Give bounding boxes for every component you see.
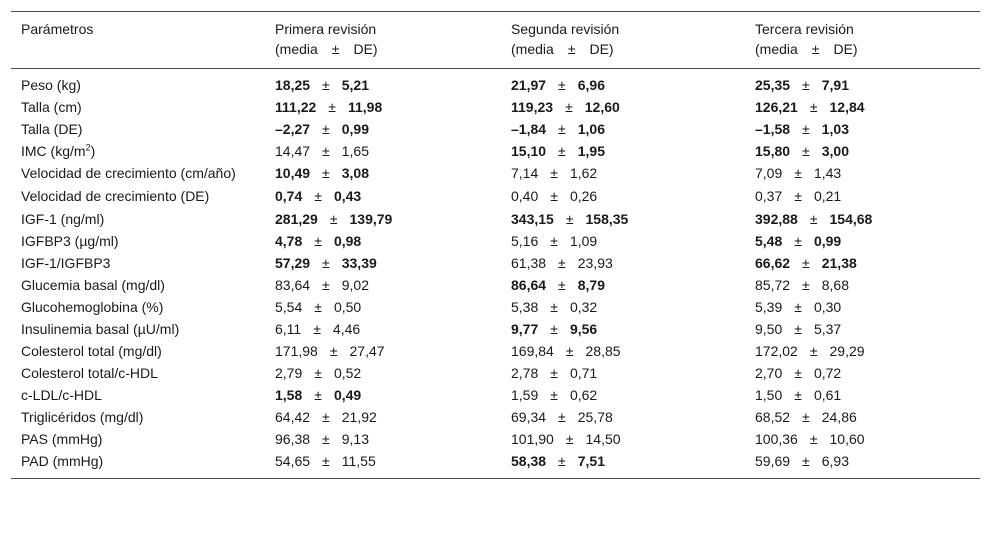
sd-value: 14,50 (585, 431, 621, 447)
mean-value: 171,98 (275, 343, 318, 359)
value-cell (745, 428, 980, 450)
sd-value: 0,50 (333, 299, 362, 315)
value-cell (745, 118, 980, 140)
value-cell (745, 162, 980, 185)
plus-minus-sign: ± (550, 365, 558, 381)
results-table-container (11, 11, 980, 479)
value-cell (265, 318, 501, 340)
table-row (11, 185, 980, 208)
plus-minus-sign: ± (328, 99, 336, 115)
row-label-text: IMC (kg/m (21, 143, 86, 159)
value-cell (501, 185, 745, 208)
row-label (11, 296, 265, 318)
value-cell (501, 118, 745, 140)
plus-minus-sign: ± (802, 409, 810, 425)
mean-value: 86,64 (511, 277, 547, 293)
plus-minus-sign: ± (322, 77, 330, 93)
plus-minus-sign: ± (802, 255, 810, 271)
value-cell (265, 185, 501, 208)
plus-minus-sign: ± (550, 233, 558, 249)
row-label-text: IGF-1/IGFBP3 (21, 255, 111, 271)
row-label-text: Talla (DE) (21, 121, 83, 137)
table-row (11, 96, 980, 118)
mean-value: 126,21 (755, 99, 798, 115)
value-cell (501, 69, 745, 97)
sd-value: 158,35 (585, 211, 629, 227)
mean-value: 64,42 (275, 409, 311, 425)
row-label-suffix: ) (90, 143, 96, 159)
row-label-text: PAS (mmHg) (21, 431, 103, 447)
header-third-review (745, 12, 980, 69)
mean-value: 59,69 (755, 453, 791, 469)
value-cell (745, 406, 980, 428)
plus-minus-sign: ± (794, 365, 802, 381)
mean-value: 15,80 (755, 143, 791, 159)
sd-value: 0,62 (569, 387, 598, 403)
header-param: Parámetros (21, 21, 94, 37)
header-second-review (501, 12, 745, 69)
value-cell (265, 230, 501, 252)
row-label-text: Triglicéridos (mg/dl) (21, 409, 144, 425)
sd-value: 9,13 (341, 431, 369, 447)
header-title: Segunda revisión (511, 21, 620, 37)
mean-value: 5,38 (511, 299, 539, 315)
mean-value: –1,58 (755, 121, 791, 137)
header-subtitle: (media ± DE) (275, 41, 378, 57)
sd-value: 0,61 (813, 387, 842, 403)
value-cell (745, 69, 980, 97)
plus-minus-sign: ± (794, 165, 802, 181)
sd-value: 29,29 (829, 343, 865, 359)
mean-value: 392,88 (755, 211, 798, 227)
sd-value: 139,79 (349, 211, 393, 227)
row-label-superscript: 2 (85, 142, 91, 153)
value-cell (745, 252, 980, 274)
mean-value: 54,65 (275, 453, 311, 469)
sd-value: 21,38 (821, 255, 857, 271)
plus-minus-sign: ± (558, 255, 566, 271)
value-cell (265, 406, 501, 428)
sd-value: 0,43 (333, 188, 362, 204)
sd-value: 1,95 (577, 143, 605, 159)
value-cell (265, 384, 501, 406)
mean-value: 2,79 (275, 365, 303, 381)
mean-value: 85,72 (755, 277, 791, 293)
sd-value: 3,08 (341, 165, 369, 181)
plus-minus-sign: ± (558, 143, 566, 159)
sd-value: 0,72 (813, 365, 842, 381)
plus-minus-sign: ± (802, 453, 810, 469)
mean-value: 69,34 (511, 409, 547, 425)
plus-minus-sign: ± (565, 343, 574, 359)
mean-value: 5,16 (511, 233, 539, 249)
value-cell (745, 318, 980, 340)
value-cell (745, 208, 980, 230)
value-cell (501, 296, 745, 318)
plus-minus-sign: ± (313, 321, 321, 337)
mean-value: 66,62 (755, 255, 791, 271)
value-cell (501, 428, 745, 450)
plus-minus-sign: ± (322, 255, 330, 271)
sd-value: 5,21 (341, 77, 369, 93)
sd-value: 1,06 (577, 121, 605, 137)
plus-minus-sign: ± (322, 121, 330, 137)
value-cell (265, 296, 501, 318)
value-cell (265, 140, 501, 162)
sd-value: 12,84 (829, 99, 865, 115)
value-cell (501, 450, 745, 479)
plus-minus-sign: ± (565, 99, 573, 115)
sd-value: 11,98 (347, 99, 383, 115)
sd-value: 0,49 (333, 387, 362, 403)
row-label (11, 362, 265, 384)
sd-value: 23,93 (577, 255, 613, 271)
mean-value: 61,38 (511, 255, 547, 271)
mean-value: 5,48 (755, 233, 783, 249)
plus-minus-sign: ± (322, 453, 330, 469)
row-label (11, 450, 265, 479)
mean-value: 1,50 (755, 387, 783, 403)
sd-value: 1,03 (821, 121, 849, 137)
row-label-text: IGFBP3 (µg/ml) (21, 233, 119, 249)
sd-value: 4,46 (332, 321, 361, 337)
plus-minus-sign: ± (550, 299, 558, 315)
row-label-text: Velocidad de crecimiento (cm/año) (21, 165, 236, 181)
value-cell (745, 96, 980, 118)
mean-value: 10,49 (275, 165, 311, 181)
row-label-text: Glucemia basal (mg/dl) (21, 277, 165, 293)
table-row (11, 118, 980, 140)
plus-minus-sign: ± (314, 387, 322, 403)
sd-value: 12,60 (584, 99, 620, 115)
row-label (11, 185, 265, 208)
table-row (11, 140, 980, 162)
sd-value: 0,98 (333, 233, 362, 249)
plus-minus-sign: ± (809, 99, 818, 115)
mean-value: 9,77 (511, 321, 539, 337)
sd-value: 25,78 (577, 409, 613, 425)
row-label (11, 140, 265, 162)
row-label-text: Glucohemoglobina (%) (21, 299, 164, 315)
sd-value: 1,09 (569, 233, 598, 249)
results-table (11, 11, 980, 479)
sd-value: 9,02 (341, 277, 369, 293)
mean-value: 111,22 (275, 99, 317, 115)
plus-minus-sign: ± (322, 143, 330, 159)
plus-minus-sign: ± (558, 121, 566, 137)
value-cell (745, 230, 980, 252)
row-label (11, 318, 265, 340)
header-subtitle: (media ± DE) (511, 41, 614, 57)
mean-value: 7,14 (511, 165, 539, 181)
mean-value: –1,84 (511, 121, 547, 137)
sd-value: 7,51 (577, 453, 605, 469)
table-row (11, 69, 980, 97)
mean-value: 5,54 (275, 299, 303, 315)
mean-value: 169,84 (511, 343, 554, 359)
plus-minus-sign: ± (802, 77, 810, 93)
table-body (11, 69, 980, 479)
mean-value: 4,78 (275, 233, 303, 249)
row-label-text: Colesterol total/c-HDL (21, 365, 158, 381)
plus-minus-sign: ± (558, 277, 566, 293)
mean-value: 18,25 (275, 77, 311, 93)
mean-value: 25,35 (755, 77, 791, 93)
plus-minus-sign: ± (794, 387, 802, 403)
sd-value: 9,56 (569, 321, 598, 337)
row-label-text: PAD (mmHg) (21, 453, 104, 469)
mean-value: 119,23 (511, 99, 554, 115)
plus-minus-sign: ± (550, 165, 558, 181)
row-label (11, 340, 265, 362)
value-cell (501, 252, 745, 274)
sd-value: 8,79 (577, 277, 605, 293)
plus-minus-sign: ± (322, 277, 330, 293)
plus-minus-sign: ± (558, 77, 566, 93)
table-row (11, 162, 980, 185)
table-row (11, 362, 980, 384)
value-cell (265, 208, 501, 230)
sd-value: 1,65 (341, 143, 369, 159)
sd-value: 154,68 (829, 211, 873, 227)
value-cell (745, 296, 980, 318)
table-row (11, 318, 980, 340)
sd-value: 21,92 (341, 409, 377, 425)
row-label-text: Velocidad de crecimiento (DE) (21, 188, 210, 204)
plus-minus-sign: ± (809, 211, 818, 227)
sd-value: 6,96 (577, 77, 605, 93)
value-cell (745, 340, 980, 362)
row-label (11, 96, 265, 118)
plus-minus-sign: ± (314, 299, 322, 315)
sd-value: 0,21 (813, 188, 842, 204)
row-label (11, 406, 265, 428)
row-label (11, 252, 265, 274)
sd-value: 0,32 (569, 299, 598, 315)
mean-value: 5,39 (755, 299, 783, 315)
value-cell (265, 362, 501, 384)
sd-value: 8,68 (821, 277, 849, 293)
plus-minus-sign: ± (558, 453, 566, 469)
mean-value: 281,29 (275, 211, 318, 227)
value-cell (265, 340, 501, 362)
value-cell (265, 96, 501, 118)
mean-value: 14,47 (275, 143, 311, 159)
plus-minus-sign: ± (809, 343, 818, 359)
sd-value: 33,39 (341, 255, 377, 271)
sd-value: 7,91 (821, 77, 849, 93)
value-cell (745, 384, 980, 406)
plus-minus-sign: ± (809, 431, 818, 447)
mean-value: 1,58 (275, 387, 303, 403)
sd-value: 24,86 (821, 409, 857, 425)
mean-value: 57,29 (275, 255, 311, 271)
value-cell (501, 140, 745, 162)
sd-value: 0,99 (813, 233, 842, 249)
sd-value: 1,62 (569, 165, 598, 181)
table-row (11, 450, 980, 479)
plus-minus-sign: ± (329, 211, 338, 227)
mean-value: 343,15 (511, 211, 554, 227)
plus-minus-sign: ± (794, 321, 802, 337)
table-row (11, 384, 980, 406)
mean-value: 1,59 (511, 387, 539, 403)
plus-minus-sign: ± (565, 431, 574, 447)
plus-minus-sign: ± (794, 299, 802, 315)
table-row (11, 340, 980, 362)
plus-minus-sign: ± (314, 365, 322, 381)
sd-value: 27,47 (349, 343, 385, 359)
row-label (11, 428, 265, 450)
value-cell (745, 274, 980, 296)
mean-value: 101,90 (511, 431, 554, 447)
mean-value: 0,40 (511, 188, 539, 204)
row-label (11, 208, 265, 230)
mean-value: –2,27 (275, 121, 311, 137)
mean-value: 21,97 (511, 77, 547, 93)
sd-value: 0,52 (333, 365, 362, 381)
value-cell (501, 362, 745, 384)
value-cell (501, 318, 745, 340)
row-label-text: Colesterol total (mg/dl) (21, 343, 162, 359)
table-row (11, 406, 980, 428)
value-cell (265, 428, 501, 450)
mean-value: 68,52 (755, 409, 791, 425)
value-cell (745, 185, 980, 208)
value-cell (745, 362, 980, 384)
plus-minus-sign: ± (322, 409, 330, 425)
value-cell (501, 230, 745, 252)
row-label (11, 274, 265, 296)
table-row (11, 274, 980, 296)
table-row (11, 208, 980, 230)
mean-value: 6,11 (275, 321, 302, 337)
row-label-text: Peso (kg) (21, 77, 81, 93)
mean-value: 2,78 (511, 365, 539, 381)
header-title: Primera revisión (275, 21, 377, 37)
plus-minus-sign: ± (329, 343, 338, 359)
mean-value: 9,50 (755, 321, 783, 337)
sd-value: 10,60 (829, 431, 865, 447)
value-cell (501, 208, 745, 230)
row-label-text: c-LDL/c-HDL (21, 387, 102, 403)
table-row (11, 428, 980, 450)
value-cell (501, 384, 745, 406)
sd-value: 0,26 (569, 188, 598, 204)
plus-minus-sign: ± (802, 277, 810, 293)
value-cell (265, 450, 501, 479)
plus-minus-sign: ± (314, 188, 322, 204)
mean-value: 7,09 (755, 165, 783, 181)
header-title: Tercera revisión (755, 21, 854, 37)
plus-minus-sign: ± (322, 431, 330, 447)
mean-value: 83,64 (275, 277, 311, 293)
value-cell (265, 252, 501, 274)
sd-value: 11,55 (341, 453, 376, 469)
mean-value: 172,02 (755, 343, 798, 359)
table-row (11, 230, 980, 252)
table-row (11, 252, 980, 274)
value-cell (501, 406, 745, 428)
row-label (11, 384, 265, 406)
sd-value: 0,99 (341, 121, 369, 137)
sd-value: 1,43 (813, 165, 842, 181)
plus-minus-sign: ± (550, 387, 558, 403)
plus-minus-sign: ± (550, 321, 558, 337)
value-cell (265, 118, 501, 140)
header-subtitle: (media ± DE) (755, 41, 858, 57)
mean-value: 0,37 (755, 188, 783, 204)
row-label (11, 69, 265, 97)
mean-value: 100,36 (755, 431, 798, 447)
value-cell (501, 96, 745, 118)
sd-value: 0,71 (569, 365, 598, 381)
mean-value: 96,38 (275, 431, 311, 447)
plus-minus-sign: ± (794, 233, 802, 249)
row-label (11, 162, 265, 185)
mean-value: 2,70 (755, 365, 783, 381)
row-label (11, 118, 265, 140)
value-cell (265, 162, 501, 185)
mean-value: 58,38 (511, 453, 547, 469)
plus-minus-sign: ± (802, 143, 810, 159)
plus-minus-sign: ± (322, 165, 330, 181)
row-label-text: IGF-1 (ng/ml) (21, 211, 105, 227)
value-cell (265, 69, 501, 97)
value-cell (745, 140, 980, 162)
value-cell (265, 274, 501, 296)
plus-minus-sign: ± (314, 233, 322, 249)
sd-value: 5,37 (813, 321, 842, 337)
plus-minus-sign: ± (558, 409, 566, 425)
value-cell (745, 450, 980, 479)
sd-value: 0,30 (813, 299, 842, 315)
value-cell (501, 162, 745, 185)
mean-value: 15,10 (511, 143, 547, 159)
plus-minus-sign: ± (802, 121, 810, 137)
sd-value: 6,93 (821, 453, 849, 469)
value-cell (501, 274, 745, 296)
row-label-text: Talla (cm) (21, 99, 82, 115)
header-first-review (265, 12, 501, 69)
value-cell (501, 340, 745, 362)
table-header-row (11, 12, 980, 69)
plus-minus-sign: ± (794, 188, 802, 204)
mean-value: 0,74 (275, 188, 303, 204)
plus-minus-sign: ± (565, 211, 574, 227)
row-label (11, 230, 265, 252)
table-row (11, 296, 980, 318)
sd-value: 28,85 (585, 343, 621, 359)
row-label-text: Insulinemia basal (µU/ml) (21, 321, 180, 337)
plus-minus-sign: ± (550, 188, 558, 204)
sd-value: 3,00 (821, 143, 849, 159)
